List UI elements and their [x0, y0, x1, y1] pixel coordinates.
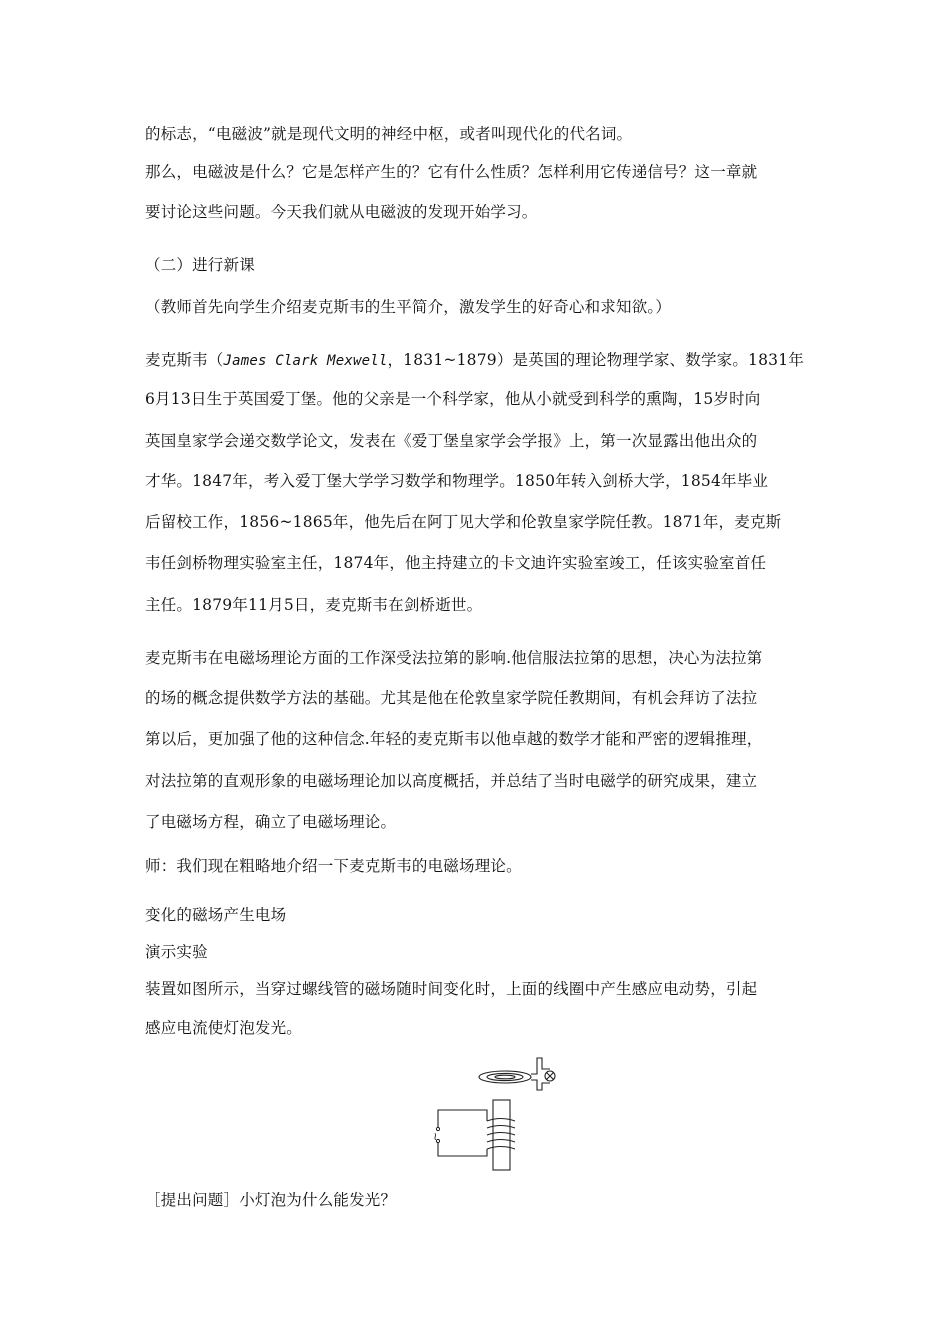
paragraph-line: 感应电流使灯泡发光。 [145, 1019, 303, 1037]
paragraph-line: 的场的概念提供数学方法的基础。尤其是他在伦敦皇家学院任教期间，有机会拜访了法拉 [145, 689, 758, 707]
demo-heading: 演示实验 [145, 943, 208, 961]
paragraph-line: 装置如图所示，当穿过螺线管的磁场随时间变化时，上面的线圈中产生感应电动势，引起 [145, 980, 758, 998]
paragraph-line: 了电磁场方程，确立了电磁场理论。 [145, 813, 397, 831]
topic-heading: 变化的磁场产生电场 [145, 906, 287, 924]
paragraph-line: 对法拉第的直观形象的电磁场理论加以高度概括，并总结了当时电磁学的研究成果，建立 [145, 772, 758, 790]
paragraph-line: 师：我们现在粗略地介绍一下麦克斯韦的电磁场理论。 [145, 857, 522, 875]
paragraph-line: 英国皇家学会递交数学论文，发表在《爱丁堡皇家学会学报》上，第一次显露出他出众的 [145, 432, 758, 450]
paragraph-line: 麦克斯韦在电磁场理论方面的工作深受法拉第的影响.他信服法拉第的思想，决心为法拉第 [145, 649, 763, 667]
lamp-icon [545, 1071, 555, 1081]
paragraph-line: 韦任剑桥物理实验室主任，1874年，他主持建立的卡文迪许实验室竣工，任该实验室首任 [145, 554, 767, 572]
paragraph-line [145, 350, 804, 371]
section-heading: （二）进行新课 [145, 256, 255, 274]
bio-text: ，1831~1879）是英国的理论物理学家、数学家。1831年 [387, 351, 804, 369]
paragraph-line: 那么，电磁波是什么？它是怎样产生的？它有什么性质？怎样利用它传递信号？这一章就 [145, 163, 758, 181]
paragraph-line: 的标志，“电磁波”就是现代文明的神经中枢，或者叫现代化的代名词。 [145, 125, 633, 143]
paragraph-line: 后留校工作，1856~1865年，他先后在阿丁见大学和伦敦皇家学院任教。1871年，麦克斯 [145, 513, 782, 531]
maxwell-name: James Clark Mexwell [223, 353, 388, 369]
bio-text: 麦克斯韦（ [145, 351, 224, 369]
experiment-diagram [425, 1050, 565, 1175]
ac-terminal [436, 1127, 439, 1130]
solenoid-winding [487, 1119, 515, 1150]
paragraph-line: 6月13日生于英国爱丁堡。他的父亲是一个科学家，他从小就受到科学的熏陶，15岁时向 [145, 390, 761, 408]
paragraph-line: 要讨论这些问题。今天我们就从电磁波的发现开始学习。 [145, 203, 538, 221]
circuit-wire [438, 1110, 487, 1156]
ac-source-symbol: ~ [429, 1132, 442, 1142]
paragraph-line: 才华。1847年，考入爱丁堡大学学习数学和物理学。1850年转入剑桥大学，1854年毕业 [145, 472, 769, 490]
paragraph-line: 主任。1879年11月5日，麦克斯韦在剑桥逝世。 [145, 596, 483, 614]
paragraph-line: 第以后，更加强了他的这种信念.年轻的麦克斯韦以他卓越的数学才能和严密的逻辑推理， [145, 730, 763, 748]
solenoid-core [493, 1100, 510, 1170]
teacher-note: （教师首先向学生介绍麦克斯韦的生平简介，激发学生的好奇心和求知欲。） [145, 298, 672, 316]
induction-coil [479, 1071, 531, 1083]
coil-lead-wire [531, 1058, 550, 1090]
question-line: ［提出问题］小灯泡为什么能发光？ [145, 1191, 397, 1209]
